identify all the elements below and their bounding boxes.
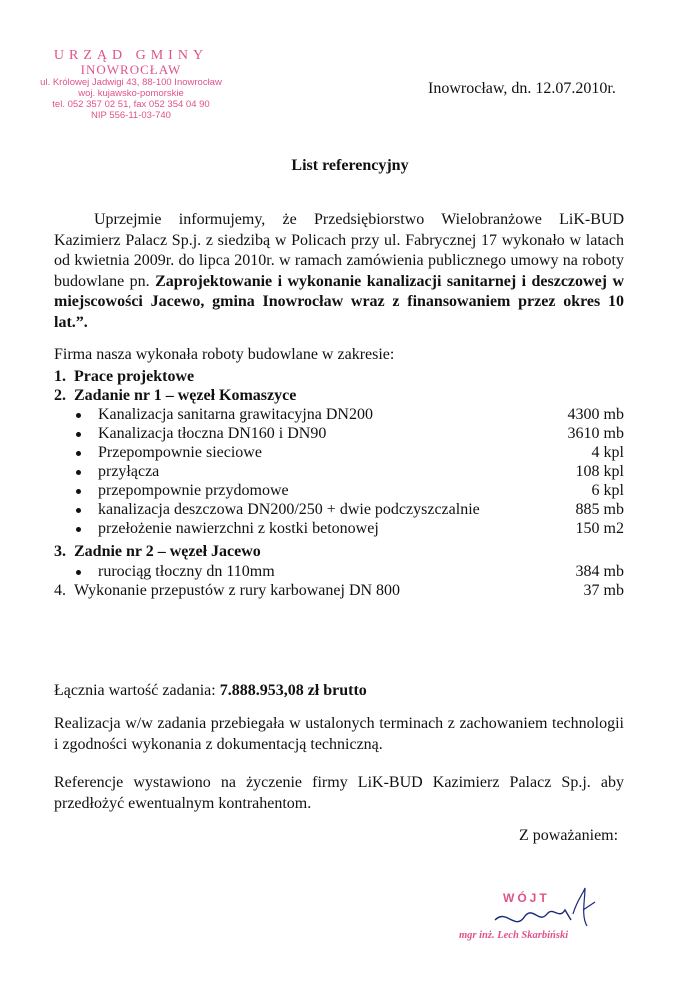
stamp-line-1: URZĄD GMINY bbox=[53, 48, 209, 63]
stamp-line-6: NIP 556-11-03-740 bbox=[91, 110, 171, 121]
realization-paragraph: Realizacja w/w zadania przebiegała w ustalonych terminach z zachowaniem technologii i zgodności wykonania z dokumentacją techniczną. bbox=[54, 715, 624, 753]
bullet-item bbox=[54, 500, 624, 520]
bullet-icon bbox=[76, 570, 81, 575]
stamp-line-3: ul. Królowej Jadwigi 43, 88-100 Inowrocław bbox=[40, 77, 222, 88]
bullet-icon bbox=[76, 413, 81, 418]
item-quantity: 4 kpl bbox=[591, 444, 624, 461]
bullet-icon bbox=[76, 508, 81, 513]
stamp-line-4: woj. kujawsko-pomorskie bbox=[78, 88, 184, 99]
bullet-icon bbox=[76, 451, 81, 456]
signatory-name: mgr inż. Lech Skarbiński bbox=[459, 930, 569, 941]
list-item bbox=[54, 542, 624, 562]
item-text: przyłącza bbox=[98, 463, 160, 480]
bullet-item bbox=[54, 562, 624, 582]
letter-title: List referencyjny bbox=[291, 157, 409, 174]
bullet-item bbox=[54, 424, 624, 444]
list-item bbox=[54, 367, 624, 387]
item-number: 1. bbox=[54, 368, 66, 385]
item-quantity: 6 kpl bbox=[591, 482, 624, 499]
item-quantity: 384 mb bbox=[575, 563, 624, 580]
total-value: 7.888.953,08 zł brutto bbox=[219, 682, 367, 699]
bullet-icon bbox=[76, 527, 81, 532]
stamp-line-2: INOWROCŁAW bbox=[80, 62, 182, 77]
closing-phrase: Z poważaniem: bbox=[519, 827, 619, 844]
item-quantity: 108 kpl bbox=[575, 463, 624, 480]
item-text: rurociąg tłoczny dn 110mm bbox=[98, 563, 275, 580]
item-text: Zadanie nr 1 – węzeł Komaszyce bbox=[74, 387, 297, 404]
item-quantity: 150 m2 bbox=[575, 520, 624, 537]
item-text: przepompownie przydomowe bbox=[98, 482, 289, 499]
signature-flourish bbox=[573, 888, 595, 926]
signature-stamp bbox=[455, 860, 625, 950]
bullet-icon bbox=[76, 432, 81, 437]
item-quantity: 4300 mb bbox=[567, 406, 624, 423]
item-text: Przepompownie sieciowe bbox=[98, 444, 262, 461]
list-item bbox=[54, 581, 624, 601]
bullet-item bbox=[54, 405, 624, 425]
bullet-item bbox=[54, 481, 624, 501]
item-quantity: 37 mb bbox=[583, 582, 624, 599]
scope-label: Firma nasza wykonała roboty budowlane w zakresie: bbox=[54, 346, 395, 363]
item-text: Kanalizacja sanitarna grawitacyjna DN200 bbox=[98, 406, 373, 423]
item-number: 3. bbox=[54, 543, 66, 560]
item-text: Prace projektowe bbox=[74, 368, 195, 385]
item-text: kanalizacja deszczowa DN200/250 + dwie podczyszczalnie bbox=[98, 501, 480, 518]
project-name: Zaprojektowanie i wykonanie kanalizacji sanitarnej i deszczowej w miejscowości Jacewo, gmina Inowrocław wraz z finansowaniem przez okres 10 lat.”. bbox=[54, 272, 625, 331]
item-number: 4. bbox=[54, 582, 66, 599]
item-text: przełożenie nawierzchni z kostki betonowej bbox=[98, 520, 379, 537]
bullet-item bbox=[54, 462, 624, 482]
total-value-line bbox=[54, 680, 624, 701]
item-text: Kanalizacja tłoczna DN160 i DN90 bbox=[98, 425, 327, 442]
reference-paragraph: Referencje wystawiono na życzenie firmy LiK-BUD Kazimierz Palacz Sp.j. aby przedłożyć ewentualnym kontrahentom. bbox=[54, 774, 624, 812]
item-text: Zadnie nr 2 – węzeł Jacewo bbox=[74, 543, 261, 560]
letter-date: Inowrocław, dn. 12.07.2010r. bbox=[428, 80, 616, 97]
bullet-item bbox=[54, 443, 624, 463]
item-number: 2. bbox=[54, 387, 66, 404]
bullet-icon bbox=[76, 489, 81, 494]
intro-paragraph bbox=[54, 210, 624, 334]
item-text: Wykonanie przepustów z rury karbowanej DN 800 bbox=[74, 582, 401, 599]
item-quantity: 885 mb bbox=[575, 501, 624, 518]
item-quantity: 3610 mb bbox=[567, 425, 624, 442]
handwritten-signature bbox=[495, 910, 571, 922]
intro-text: Uprzejmie informujemy, że Przedsiębiorstwo Wielobranżowe LiK-BUD Kazimierz Palacz Sp.j. z siedzibą w Policach przy ul. Fabrycznej 17 wykonało w latach od kwietnia 2009r. do lipca 2010r. w ramach zamówienia publicznego umowy na roboty budowlane pn. bbox=[54, 211, 624, 290]
office-stamp bbox=[26, 48, 236, 121]
list-item bbox=[54, 386, 624, 406]
stamp-line-5: tel. 052 357 02 51, fax 052 354 04 90 bbox=[52, 99, 210, 110]
bullet-icon bbox=[76, 470, 81, 475]
bullet-item bbox=[54, 519, 624, 539]
total-label: Łącznia wartość zadania: bbox=[54, 682, 216, 699]
stamp-title: WÓJT bbox=[503, 891, 550, 905]
